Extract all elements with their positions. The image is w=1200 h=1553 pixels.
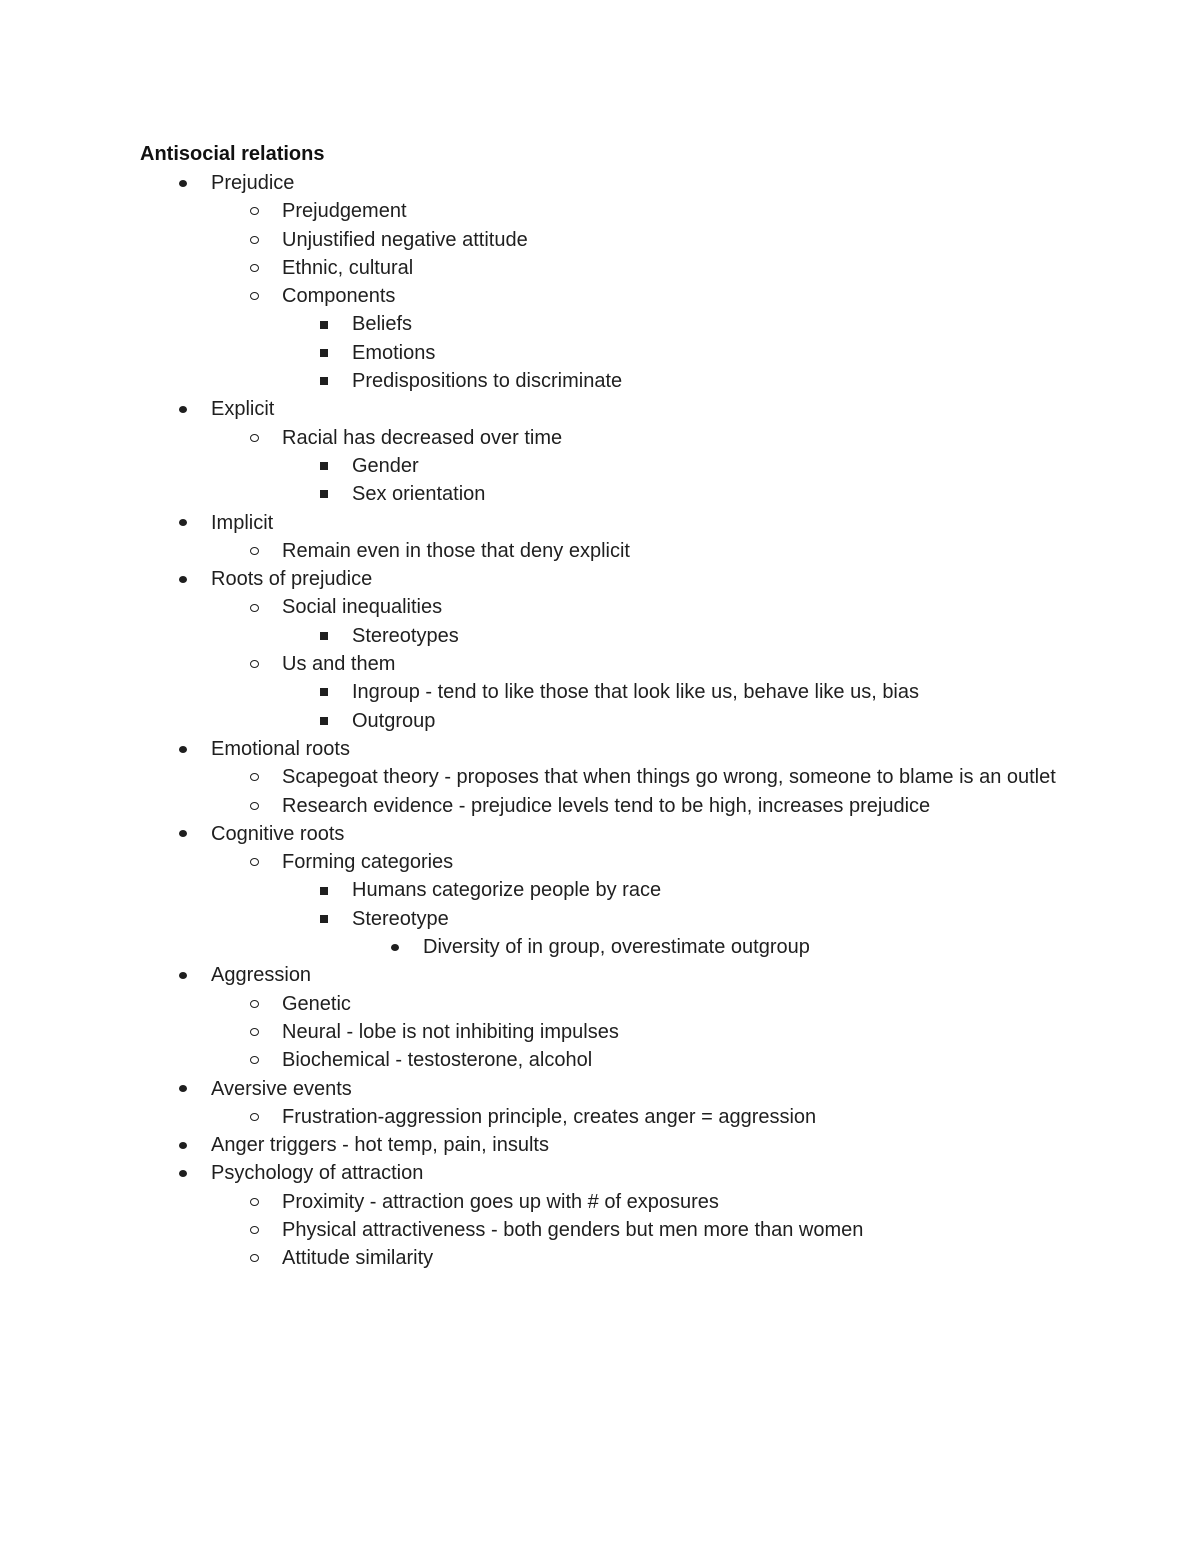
list-item-text: Unjustified negative attitude bbox=[282, 228, 528, 251]
circle-bullet-icon bbox=[247, 1216, 261, 1244]
circle-bullet-icon bbox=[247, 792, 261, 820]
list-item-level-2 bbox=[0, 537, 1200, 565]
circle-bullet-icon bbox=[247, 226, 261, 254]
circle-bullet-icon bbox=[247, 282, 261, 310]
list-item-level-3 bbox=[0, 480, 1200, 508]
list-item-level-3 bbox=[0, 678, 1200, 706]
square-bullet-icon bbox=[317, 339, 331, 367]
list-item-text: Physical attractiveness - both genders but men more than women bbox=[282, 1218, 864, 1241]
list-item-level-2 bbox=[0, 197, 1200, 225]
list-item-text: Aggression bbox=[211, 964, 312, 987]
list-item-level-3 bbox=[0, 367, 1200, 395]
circle-bullet-icon bbox=[247, 848, 261, 876]
circle-bullet-icon bbox=[247, 593, 261, 621]
list-item-level-1 bbox=[0, 820, 1200, 848]
list-item-text: Explicit bbox=[211, 398, 275, 421]
list-item-level-2 bbox=[0, 1046, 1200, 1074]
list-item-level-3 bbox=[0, 707, 1200, 735]
list-item-level-2 bbox=[0, 226, 1200, 254]
disc-bullet-icon bbox=[176, 509, 190, 537]
list-item-level-2 bbox=[0, 424, 1200, 452]
list-item-text: Prejudice bbox=[211, 172, 295, 194]
circle-bullet-icon bbox=[247, 1103, 261, 1131]
list-item-level-2 bbox=[0, 848, 1200, 876]
list-item-level-1 bbox=[0, 509, 1200, 537]
list-item-text: Scapegoat theory - proposes that when things go wrong, someone to blame is an outlet bbox=[282, 766, 1056, 789]
list-item-text: Gender bbox=[352, 454, 419, 477]
list-item-text: Predispositions to discriminate bbox=[352, 370, 623, 393]
circle-bullet-icon bbox=[247, 424, 261, 452]
circle-bullet-icon bbox=[247, 1244, 261, 1272]
list-item-text: Implicit bbox=[211, 511, 274, 534]
list-item-text: Sex orientation bbox=[352, 483, 486, 506]
list-item-text: Outgroup bbox=[352, 709, 436, 732]
list-item-text: Prejudgement bbox=[282, 200, 407, 223]
list-item-text: Attitude similarity bbox=[282, 1247, 434, 1270]
list-item-level-1 bbox=[0, 961, 1200, 989]
list-item-level-3 bbox=[0, 310, 1200, 338]
circle-bullet-icon bbox=[247, 197, 261, 225]
list-item-level-2 bbox=[0, 254, 1200, 282]
list-item-text: Diversity of in group, overestimate outgroup bbox=[423, 936, 810, 959]
page-title: Antisocial relations bbox=[140, 143, 325, 165]
list-item-text: Anger triggers - hot temp, pain, insults bbox=[211, 1134, 549, 1157]
list-item-text: Beliefs bbox=[352, 313, 413, 336]
disc-bullet-icon bbox=[176, 1159, 190, 1187]
list-item-level-1 bbox=[0, 1075, 1200, 1103]
list-item-text: Humans categorize people by race bbox=[352, 879, 662, 902]
list-item-level-3 bbox=[0, 339, 1200, 367]
square-bullet-icon bbox=[317, 678, 331, 706]
list-item-level-2 bbox=[0, 1103, 1200, 1131]
disc-bullet-icon bbox=[176, 1075, 190, 1103]
disc-bullet-icon bbox=[176, 820, 190, 848]
list-item-level-2 bbox=[0, 763, 1200, 791]
disc-bullet-icon bbox=[176, 169, 190, 197]
list-item-text: Components bbox=[282, 285, 396, 308]
disc-bullet-icon bbox=[388, 933, 402, 961]
list-item-level-2 bbox=[0, 990, 1200, 1018]
list-item-text: Neural - lobe is not inhibiting impulses bbox=[282, 1020, 619, 1043]
list-item-text: Roots of prejudice bbox=[211, 568, 373, 591]
list-item-level-3 bbox=[0, 876, 1200, 904]
list-item-level-1 bbox=[0, 735, 1200, 763]
list-item-text: Proximity - attraction goes up with # of exposures bbox=[282, 1190, 719, 1213]
disc-bullet-icon bbox=[176, 395, 190, 423]
list-item-text: Stereotype bbox=[352, 907, 449, 930]
list-item-text: Social inequalities bbox=[282, 596, 443, 619]
square-bullet-icon bbox=[317, 310, 331, 338]
square-bullet-icon bbox=[317, 480, 331, 508]
square-bullet-icon bbox=[317, 707, 331, 735]
list-item-text: Emotional roots bbox=[211, 737, 350, 760]
circle-bullet-icon bbox=[247, 1188, 261, 1216]
list-item-level-3 bbox=[0, 905, 1200, 933]
list-item-text: Forming categories bbox=[282, 851, 454, 874]
list-item-text: Aversive events bbox=[211, 1077, 352, 1100]
list-item-level-1 bbox=[0, 565, 1200, 593]
disc-bullet-icon bbox=[176, 1131, 190, 1159]
list-item-level-2 bbox=[0, 1018, 1200, 1046]
list-item-level-2 bbox=[0, 1188, 1200, 1216]
circle-bullet-icon bbox=[247, 537, 261, 565]
list-item-text: Stereotypes bbox=[352, 624, 459, 647]
list-item-text: Cognitive roots bbox=[211, 822, 345, 845]
list-item-level-2 bbox=[0, 1244, 1200, 1272]
circle-bullet-icon bbox=[247, 763, 261, 791]
square-bullet-icon bbox=[317, 876, 331, 904]
list-item-text: Frustration-aggression principle, creates anger = aggression bbox=[282, 1105, 817, 1128]
list-item-text: Remain even in those that deny explicit bbox=[282, 539, 630, 562]
list-item-text: Research evidence - prejudice levels tend to be high, increases prejudice bbox=[282, 794, 931, 817]
list-item-level-1 bbox=[0, 1159, 1200, 1187]
circle-bullet-icon bbox=[247, 990, 261, 1018]
list-item-text: Us and them bbox=[282, 653, 396, 676]
list-item-level-2 bbox=[0, 282, 1200, 310]
circle-bullet-icon bbox=[247, 1018, 261, 1046]
bullet-outline bbox=[0, 169, 1200, 1273]
list-item-level-2 bbox=[0, 593, 1200, 621]
square-bullet-icon bbox=[317, 452, 331, 480]
square-bullet-icon bbox=[317, 905, 331, 933]
disc-bullet-icon bbox=[176, 565, 190, 593]
list-item-level-1 bbox=[0, 169, 1200, 197]
list-item-text: Genetic bbox=[282, 992, 351, 1015]
list-item-level-4 bbox=[0, 933, 1200, 961]
list-item-text: Ethnic, cultural bbox=[282, 256, 414, 279]
list-item-level-3 bbox=[0, 622, 1200, 650]
list-item-level-1 bbox=[0, 1131, 1200, 1159]
disc-bullet-icon bbox=[176, 961, 190, 989]
list-item-level-3 bbox=[0, 452, 1200, 480]
list-item-text: Psychology of attraction bbox=[211, 1162, 424, 1185]
list-item-text: Biochemical - testosterone, alcohol bbox=[282, 1049, 593, 1072]
square-bullet-icon bbox=[317, 367, 331, 395]
circle-bullet-icon bbox=[247, 650, 261, 678]
circle-bullet-icon bbox=[247, 1046, 261, 1074]
list-item-level-1 bbox=[0, 395, 1200, 423]
list-item-level-2 bbox=[0, 1216, 1200, 1244]
disc-bullet-icon bbox=[176, 735, 190, 763]
list-item-level-2 bbox=[0, 792, 1200, 820]
list-item-text: Ingroup - tend to like those that look like us, behave like us, bias bbox=[352, 681, 920, 704]
list-item-text: Emotions bbox=[352, 341, 436, 364]
square-bullet-icon bbox=[317, 622, 331, 650]
circle-bullet-icon bbox=[247, 254, 261, 282]
list-item-text: Racial has decreased over time bbox=[282, 426, 563, 449]
list-item-level-2 bbox=[0, 650, 1200, 678]
